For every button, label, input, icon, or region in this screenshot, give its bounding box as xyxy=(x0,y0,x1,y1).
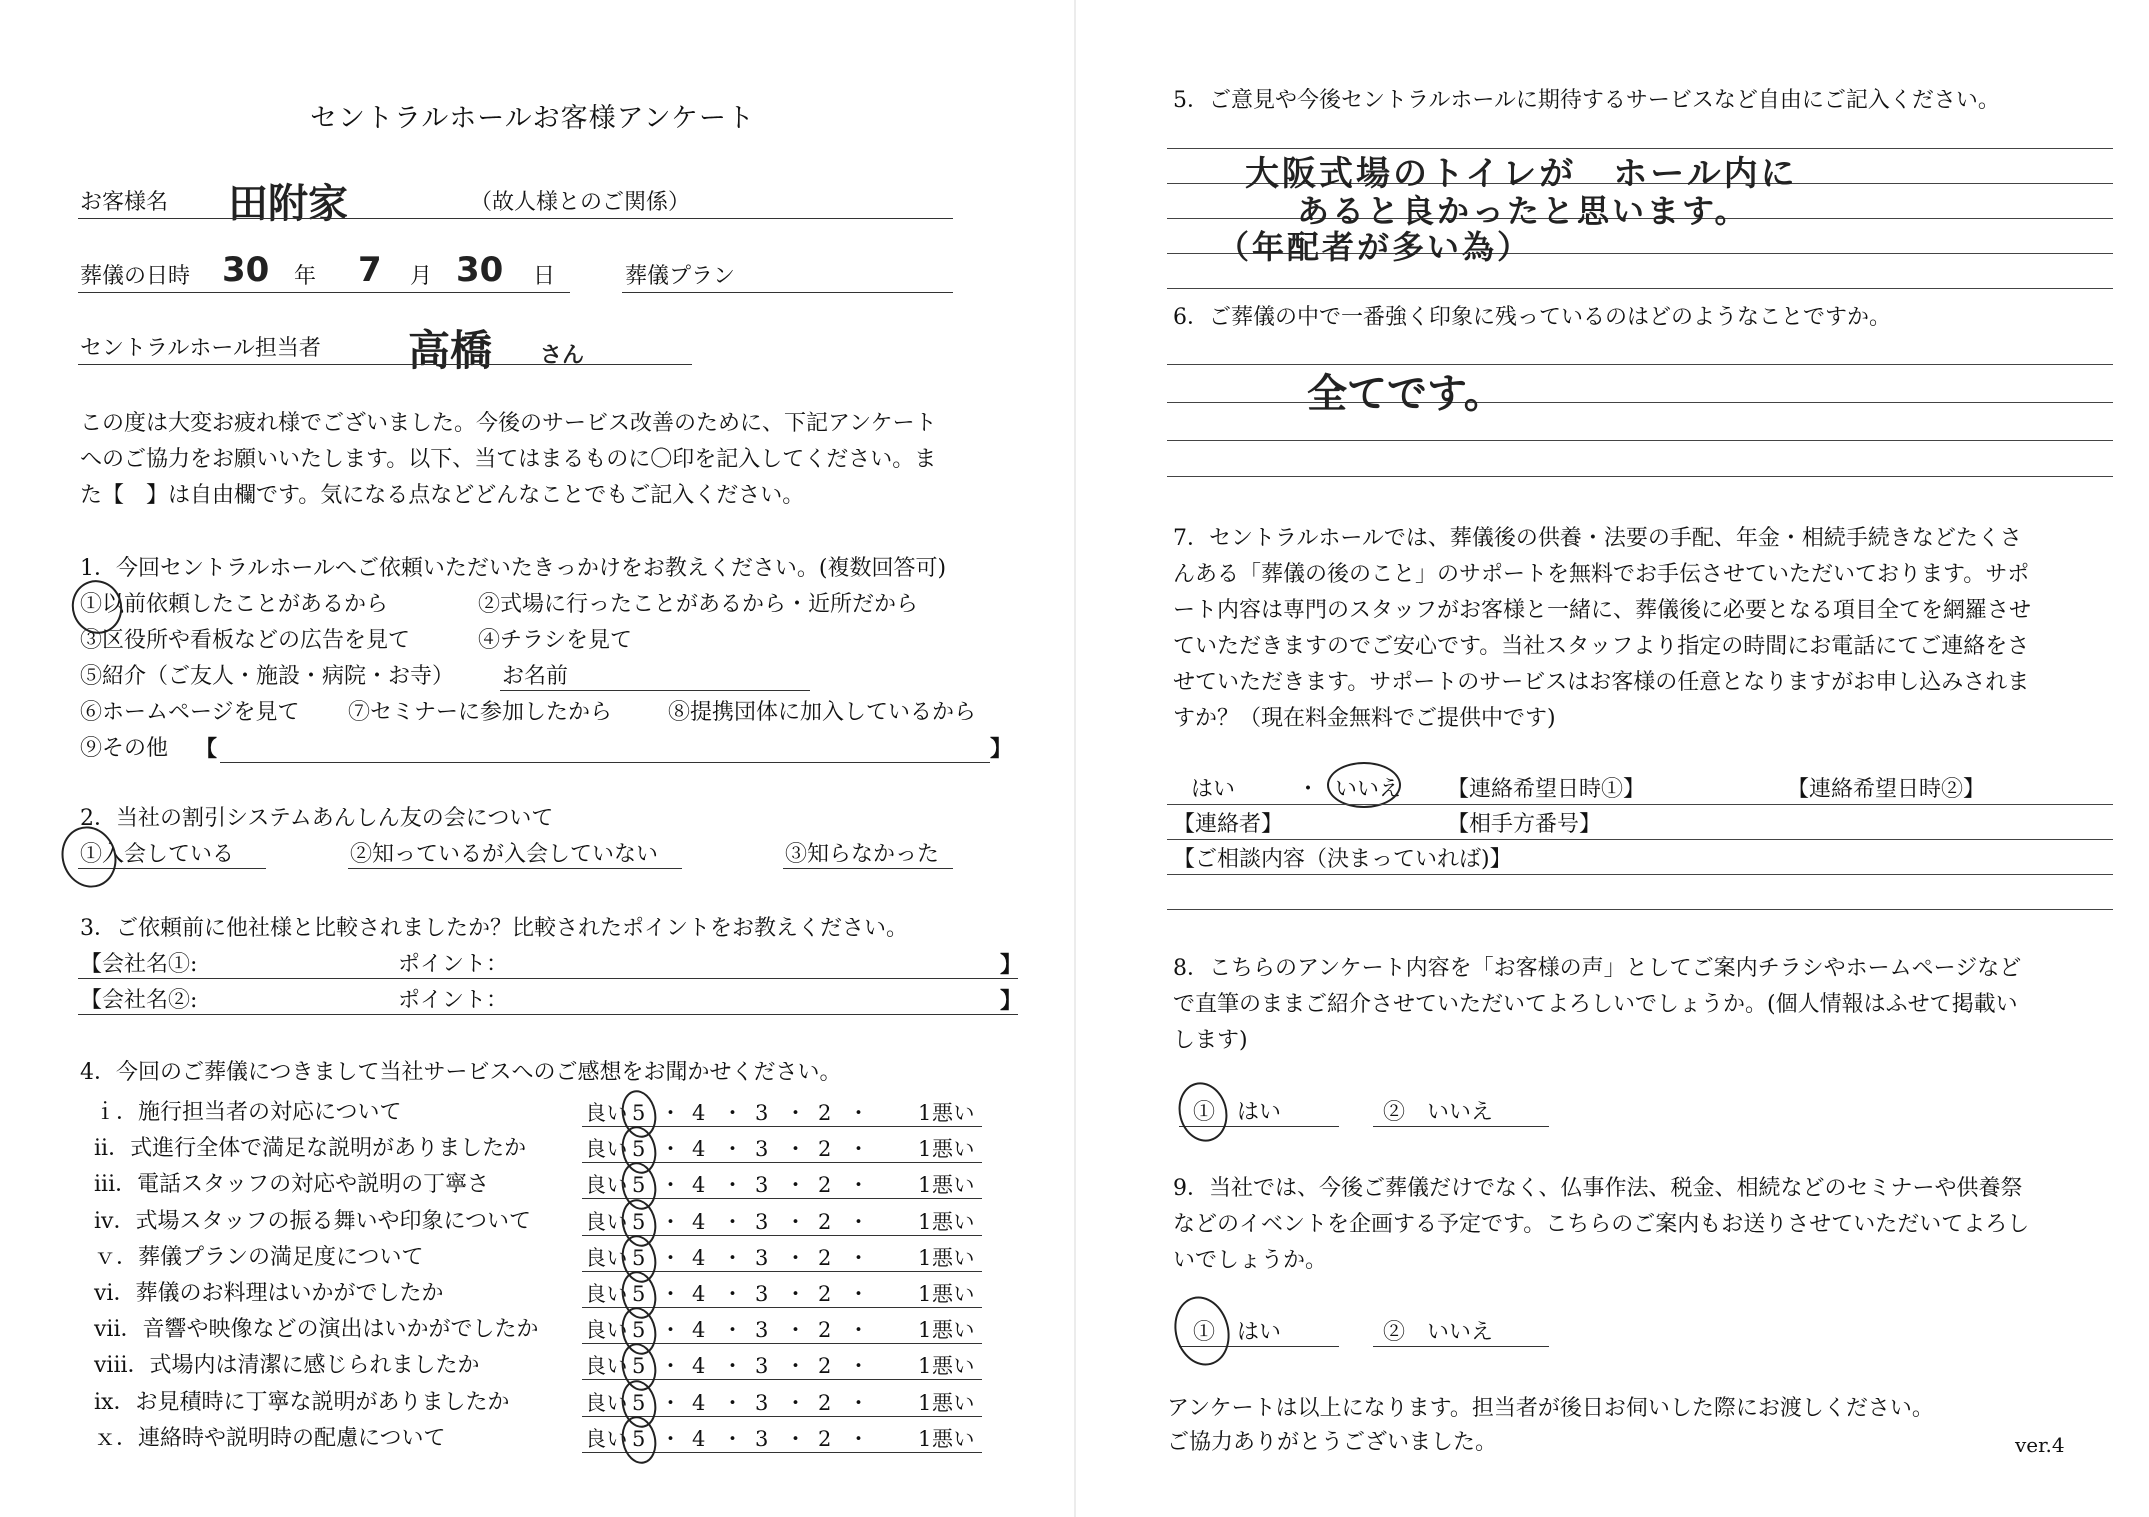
rating-2[interactable]: 2 xyxy=(818,1426,832,1451)
q8-answer-mark xyxy=(1172,1077,1234,1147)
intro-line-1: この度は大変お疲れ様でございました。今後のサービス改善のために、下記アンケート xyxy=(80,411,937,436)
rating-dot: ・ xyxy=(660,1426,682,1451)
q1-option-5[interactable]: ⑤紹介（ご友人・施設・病院・お寺） xyxy=(80,664,455,689)
q7-text-line-6: すか？（現在料金無料でご提供中です) xyxy=(1173,706,1556,731)
q2-option-3[interactable]: ③知らなかった xyxy=(785,842,940,867)
rating-5[interactable]: 5 xyxy=(632,1173,646,1198)
rating-bad-label: 悪い xyxy=(932,1390,975,1415)
rating-1[interactable]: 1 xyxy=(918,1137,932,1162)
q1-other-bracket-close: 】 xyxy=(990,736,1013,762)
rating-dot: ・ xyxy=(722,1354,744,1379)
rating-dot: ・ xyxy=(785,1426,807,1451)
q7-row-line-1 xyxy=(1167,804,2113,805)
funeral-month: 7 xyxy=(358,250,382,290)
rating-dot: ・ xyxy=(660,1173,682,1198)
rating-dot: ・ xyxy=(848,1173,870,1198)
rating-dot: ・ xyxy=(660,1354,682,1379)
rating-3[interactable]: 3 xyxy=(755,1101,769,1125)
rating-2[interactable]: 2 xyxy=(818,1318,832,1343)
rating-1[interactable]: 1 xyxy=(918,1282,932,1306)
rating-dot: ・ xyxy=(848,1245,870,1270)
rating-dot: ・ xyxy=(722,1245,744,1270)
q8-no-underline xyxy=(1373,1126,1549,1127)
rating-3[interactable]: 3 xyxy=(755,1137,769,1162)
rating-dot: ・ xyxy=(785,1282,807,1306)
q7-yes-option[interactable]: はい xyxy=(1191,777,1236,802)
rating-4[interactable]: 4 xyxy=(692,1426,706,1451)
intro-line-3: た【 】は自由欄です。気になる点などどんなことでもご記入ください。 xyxy=(80,483,805,508)
q6-question: 6．ご葬儀の中で一番強く印象に残っているのはどのようなことですか。 xyxy=(1173,305,1891,330)
rating-good-label: 良い xyxy=(585,1245,628,1270)
rating-good-label: 良い xyxy=(585,1426,628,1451)
q8-no-option[interactable]: ② いいえ xyxy=(1383,1100,1494,1125)
q3-row-1-point-label: ポイント： xyxy=(398,952,509,977)
rating-dot: ・ xyxy=(722,1173,744,1198)
rating-dot: ・ xyxy=(848,1209,870,1234)
q9-no-underline xyxy=(1373,1346,1549,1347)
rating-1[interactable]: 1 xyxy=(918,1426,932,1451)
rating-dot: ・ xyxy=(785,1209,807,1234)
rating-1[interactable]: 1 xyxy=(918,1101,932,1125)
rating-2[interactable]: 2 xyxy=(818,1354,832,1379)
q4-item-label: ｖ．葬儀プランの満足度について xyxy=(94,1244,424,1270)
rating-dot: ・ xyxy=(660,1245,682,1270)
q3-row-1-label: 【会社名①: xyxy=(80,952,198,977)
rating-1[interactable]: 1 xyxy=(918,1173,932,1198)
rating-2[interactable]: 2 xyxy=(818,1390,832,1415)
funeral-year: 30 xyxy=(222,250,270,290)
closing-line-2: ご協力ありがとうございました。 xyxy=(1167,1430,1498,1455)
q7-text-line-5: せていただきます。サポートのサービスはお客様の任意となりますがお申し込みされま xyxy=(1173,670,2030,695)
rating-good-label: 良い xyxy=(585,1209,628,1234)
q1-name-underline[interactable] xyxy=(500,690,810,691)
q2-option-2-underline xyxy=(348,868,682,869)
rating-3[interactable]: 3 xyxy=(755,1426,769,1451)
q3-row-2-point-label: ポイント： xyxy=(398,988,509,1013)
rating-bad-label: 悪い xyxy=(932,1173,975,1198)
q4-answer-mark xyxy=(617,1413,660,1467)
q8-text-line-3: します) xyxy=(1173,1028,1248,1053)
rating-dot: ・ xyxy=(848,1101,870,1125)
q7-answer-mark xyxy=(1327,762,1401,808)
q8-text-line-2: で直筆のままご紹介させていただいてよろしいでしょうか。(個人情報はふせて掲載い xyxy=(1173,992,2018,1017)
q2-option-2[interactable]: ②知っているが入会していない xyxy=(350,842,659,867)
q3-row-2-underline[interactable] xyxy=(78,1014,1018,1015)
year-unit: 年 xyxy=(294,264,317,289)
rating-5[interactable]: 5 xyxy=(632,1426,646,1451)
customer-value: 田附家 xyxy=(228,181,348,227)
q5-answer-line-3: （年配者が多い為） xyxy=(1217,228,1533,266)
rating-dot: ・ xyxy=(785,1173,807,1198)
rating-dot: ・ xyxy=(660,1318,682,1343)
rating-dot: ・ xyxy=(848,1426,870,1451)
rating-dot: ・ xyxy=(848,1137,870,1162)
rating-4[interactable]: 4 xyxy=(692,1245,706,1270)
q9-text-line-1: 9．当社では、今後ご葬儀だけでなく、仏事作法、税金、相続などのセミナーや供養祭 xyxy=(1173,1176,2023,1201)
rating-4[interactable]: 4 xyxy=(692,1209,706,1234)
closing-line-1: アンケートは以上になります。担当者が後日お伺いした際にお渡しください。 xyxy=(1167,1396,1934,1421)
q7-row-line-4 xyxy=(1167,909,2113,910)
q7-text-line-2: んある「葬儀の後のこと」のサポートを無料でお手伝させていただいております。サポ xyxy=(1173,562,2030,587)
rating-4[interactable]: 4 xyxy=(692,1354,706,1379)
q3-row-1-bracket-close: 】 xyxy=(1000,952,1023,978)
staff-suffix: さん xyxy=(540,343,585,368)
rating-bad-label: 悪い xyxy=(932,1282,975,1306)
right-page xyxy=(1075,0,2149,1517)
rating-good-label: 良い xyxy=(585,1390,628,1415)
day-unit: 日 xyxy=(533,264,556,289)
q7-consult: 【ご相談内容（決まっていれば)】 xyxy=(1173,847,1512,872)
q7-contact-time-1: 【連絡希望日時①】 xyxy=(1447,777,1646,802)
q9-yes-option[interactable]: ① はい xyxy=(1193,1320,1282,1345)
q4-item-label: iii．電話スタッフの対応や説明の丁寧さ xyxy=(94,1172,490,1198)
month-unit: 月 xyxy=(410,264,433,289)
q8-text-line-1: 8．こちらのアンケート内容を「お客様の声」としてご案内チラシやホームページなど xyxy=(1173,956,2022,981)
rating-dot: ・ xyxy=(722,1426,744,1451)
rating-dot: ・ xyxy=(785,1245,807,1270)
q5-line-5 xyxy=(1167,288,2113,289)
rating-3[interactable]: 3 xyxy=(755,1390,769,1415)
q4-item-label: ii．式進行全体で満足な説明がありましたか xyxy=(94,1136,527,1162)
rating-2[interactable]: 2 xyxy=(818,1209,832,1234)
rating-dot: ・ xyxy=(660,1101,682,1125)
rating-1[interactable]: 1 xyxy=(918,1209,932,1234)
rating-bad-label: 悪い xyxy=(932,1354,975,1379)
q3-row-1-underline[interactable] xyxy=(78,978,1018,979)
rating-dot: ・ xyxy=(785,1354,807,1379)
rating-3[interactable]: 3 xyxy=(755,1209,769,1234)
q6-answer: 全てです。 xyxy=(1307,371,1504,417)
rating-good-label: 良い xyxy=(585,1282,628,1306)
q7-text-line-4: ていただきますのでご安心です。当社スタッフより指定の時間にお電話にてご連絡をさ xyxy=(1173,634,2030,659)
q7-phone: 【相手方番号】 xyxy=(1447,812,1602,837)
rating-4[interactable]: 4 xyxy=(692,1282,706,1306)
relation-label: （故人様とのご関係） xyxy=(470,190,691,215)
q4-item-label: vii．音響や映像などの演出はいかがでしたか xyxy=(94,1317,539,1343)
rating-1[interactable]: 1 xyxy=(918,1390,932,1415)
rating-bad-label: 悪い xyxy=(932,1245,975,1270)
q7-row-line-3 xyxy=(1167,874,2113,875)
rating-dot: ・ xyxy=(660,1282,682,1306)
q4-item-label: iv．式場スタッフの振る舞いや印象について xyxy=(94,1208,532,1234)
q5-question: 5．ご意見や今後セントラルホールに期待するサービスなど自由にご記入ください。 xyxy=(1173,88,2000,113)
q1-name-label: お名前 xyxy=(502,664,569,689)
q3-question: 3．ご依頼前に他社様と比較されましたか？比較されたポイントをお教えください。 xyxy=(80,916,908,941)
rating-dot: ・ xyxy=(848,1318,870,1343)
q1-option-8[interactable]: ⑧提携団体に加入しているから xyxy=(668,700,977,725)
rating-good-label: 良い xyxy=(585,1101,628,1125)
q5-answer-line-1: 大阪式場のトイレが ホール内に xyxy=(1245,154,1798,194)
q9-answer-mark xyxy=(1167,1290,1237,1372)
rating-2[interactable]: 2 xyxy=(818,1137,832,1162)
rating-2[interactable]: 2 xyxy=(818,1282,832,1306)
rating-4[interactable]: 4 xyxy=(692,1318,706,1343)
q7-contact-time-2: 【連絡希望日時②】 xyxy=(1787,777,1986,802)
rating-dot: ・ xyxy=(785,1137,807,1162)
rating-5[interactable]: 5 xyxy=(632,1209,646,1234)
rating-good-label: 良い xyxy=(585,1173,628,1198)
q1-option-2[interactable]: ②式場に行ったことがあるから・近所だから xyxy=(478,592,919,617)
q4-item-label: viii．式場内は清潔に感じられましたか xyxy=(94,1353,480,1379)
rating-2[interactable]: 2 xyxy=(818,1245,832,1270)
q9-no-option[interactable]: ② いいえ xyxy=(1383,1320,1494,1345)
q6-line-3 xyxy=(1167,440,2113,441)
rating-1[interactable]: 1 xyxy=(918,1354,932,1379)
q6-line-4 xyxy=(1167,476,2113,477)
q1-option-4[interactable]: ④チラシを見て xyxy=(478,628,633,653)
rating-2[interactable]: 2 xyxy=(818,1173,832,1198)
rating-dot: ・ xyxy=(848,1354,870,1379)
staff-underline xyxy=(78,364,692,365)
q5-answer-line-2: あると良かったと思います。 xyxy=(1297,192,1750,230)
rating-dot: ・ xyxy=(785,1101,807,1125)
rating-dot: ・ xyxy=(785,1390,807,1415)
version-label: ver.4 xyxy=(2015,1433,2065,1457)
rating-1[interactable]: 1 xyxy=(918,1318,932,1343)
rating-dot: ・ xyxy=(722,1390,744,1415)
rating-bad-label: 悪い xyxy=(932,1137,975,1162)
rating-3[interactable]: 3 xyxy=(755,1245,769,1270)
rating-2[interactable]: 2 xyxy=(818,1101,832,1125)
rating-5[interactable]: 5 xyxy=(632,1101,646,1125)
q4-item-label: vi．葬儀のお料理はいかがでしたか xyxy=(94,1281,444,1306)
rating-bad-label: 悪い xyxy=(932,1426,975,1451)
rating-dot: ・ xyxy=(722,1318,744,1343)
q1-option-1[interactable]: ①以前依頼したことがあるから xyxy=(80,592,389,617)
q1-option-9[interactable]: ⑨その他 xyxy=(80,736,169,761)
rating-5[interactable]: 5 xyxy=(632,1354,646,1379)
q2-option-3-underline xyxy=(783,868,953,869)
rating-bad-label: 悪い xyxy=(932,1209,975,1234)
rating-5[interactable]: 5 xyxy=(632,1245,646,1270)
staff-value: 高橋 xyxy=(408,326,493,375)
q7-text-line-1: 7．セントラルホールでは、葬儀後の供養・法要の手配、年金・相続手続きなどたくさ xyxy=(1173,526,2022,551)
q4-question: 4．今回のご葬儀につきまして当社サービスへのご感想をお聞かせください。 xyxy=(80,1060,842,1085)
customer-label: お客様名 xyxy=(80,190,169,215)
rating-4[interactable]: 4 xyxy=(692,1390,706,1415)
rating-dot: ・ xyxy=(660,1137,682,1162)
rating-dot: ・ xyxy=(848,1390,870,1415)
rating-5[interactable]: 5 xyxy=(632,1318,646,1343)
rating-4[interactable]: 4 xyxy=(692,1173,706,1198)
rating-dot: ・ xyxy=(660,1209,682,1234)
rating-1[interactable]: 1 xyxy=(918,1245,932,1270)
rating-dot: ・ xyxy=(785,1318,807,1343)
q1-option-6[interactable]: ⑥ホームページを見て xyxy=(80,700,300,725)
rating-dot: ・ xyxy=(722,1101,744,1125)
plan-underline xyxy=(622,292,953,293)
q7-text-line-3: ート内容は専門のスタッフがお客様と一緒に、葬儀後に必要となる項目全てを網羅させ xyxy=(1173,598,2032,623)
q7-no-option[interactable]: いいえ xyxy=(1335,777,1402,802)
q1-other-bracket-open: 【 xyxy=(195,736,218,762)
rating-4[interactable]: 4 xyxy=(692,1101,706,1125)
q9-text-line-2: などのイベントを企画する予定です。こちらのご案内もお送りさせていただいてよろし xyxy=(1173,1212,2030,1237)
q1-question: 1．今回セントラルホールへご依頼いただいたきっかけをお教えください。(複数回答可) xyxy=(80,556,947,581)
q4-item-label: ix．お見積時に丁寧な説明がありましたか xyxy=(94,1389,510,1415)
q7-contact-person: 【連絡者】 xyxy=(1173,812,1284,837)
q2-question: 2．当社の割引システムあんしん友の会について xyxy=(80,806,554,831)
q1-option-3[interactable]: ③区役所や看板などの広告を見て xyxy=(80,628,411,653)
q4-item-label: ｉ．施行担当者の対応について xyxy=(94,1100,402,1125)
plan-label: 葬儀プラン xyxy=(625,264,736,289)
staff-label: セントラルホール担当者 xyxy=(80,336,321,361)
q2-option-1[interactable]: ①入会している xyxy=(80,842,235,867)
customer-underline xyxy=(78,218,953,219)
q1-option-7[interactable]: ⑦セミナーに参加したから xyxy=(348,700,613,725)
rating-good-label: 良い xyxy=(585,1318,628,1343)
rating-good-label: 良い xyxy=(585,1354,628,1379)
rating-5[interactable]: 5 xyxy=(632,1282,646,1306)
rating-dot: ・ xyxy=(848,1282,870,1306)
rating-4[interactable]: 4 xyxy=(692,1137,706,1162)
rating-3[interactable]: 3 xyxy=(755,1354,769,1379)
rating-dot: ・ xyxy=(660,1390,682,1415)
q3-row-2-bracket-close: 】 xyxy=(1000,988,1023,1014)
q7-row-line-2 xyxy=(1167,839,2113,840)
rating-dot: ・ xyxy=(722,1282,744,1306)
q4-item-label: ｘ．連絡時や説明時の配慮について xyxy=(94,1425,446,1451)
q7-separator: ・ xyxy=(1297,777,1320,802)
q3-row-2-label: 【会社名②: xyxy=(80,988,198,1013)
q8-yes-option[interactable]: ① はい xyxy=(1193,1100,1282,1125)
rating-good-label: 良い xyxy=(585,1137,628,1162)
rating-bad-label: 悪い xyxy=(932,1101,975,1125)
funeral-day: 30 xyxy=(456,250,504,290)
survey-title: セントラルホールお客様アンケート xyxy=(310,103,756,134)
date-underline xyxy=(78,292,570,293)
rating-dot: ・ xyxy=(722,1209,744,1234)
rating-3[interactable]: 3 xyxy=(755,1173,769,1198)
rating-5[interactable]: 5 xyxy=(632,1137,646,1162)
rating-3[interactable]: 3 xyxy=(755,1282,769,1306)
intro-line-2: へのご協力をお願いいたします。以下、当てはまるものに〇印を記入してください。ま xyxy=(80,447,937,472)
rating-3[interactable]: 3 xyxy=(755,1318,769,1343)
rating-5[interactable]: 5 xyxy=(632,1390,646,1415)
funeral-date-label: 葬儀の日時 xyxy=(80,264,191,289)
q1-other-underline[interactable] xyxy=(220,762,990,763)
rating-dot: ・ xyxy=(722,1137,744,1162)
q9-text-line-3: いでしょうか。 xyxy=(1173,1248,1328,1273)
rating-bad-label: 悪い xyxy=(932,1318,975,1343)
